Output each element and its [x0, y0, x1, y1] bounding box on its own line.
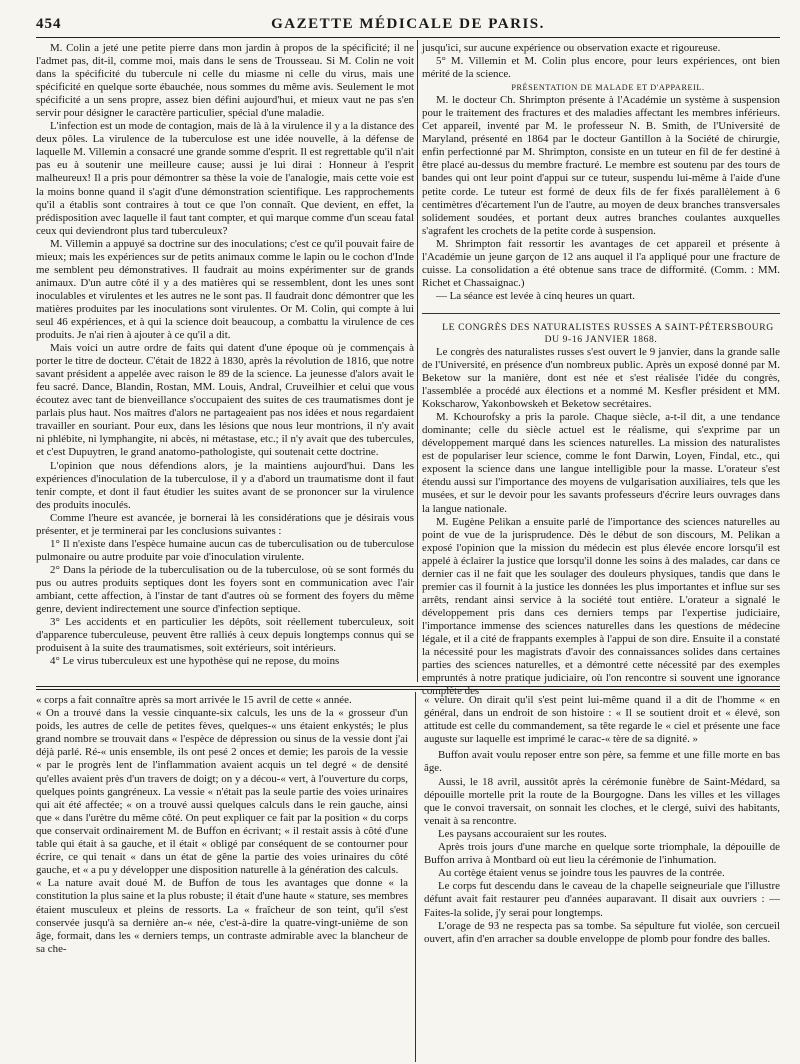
paragraph: M. Colin a jeté une petite pierre dans mon jardin à propos de la spécificité; il ne l'admet pas, dit-il, comme moi, mais dans le sens de Trousseau. Si M. Colin ne voit dans la spécificité du tubercule ni celle du miasme ni celle du virus, mais une spécificité en quelque sorte ébauchée, nous sommes du même avis. Seulement le mot spécificité a un sens propre, assez bien défini aujourd'hui, et mieux vaut ne pas s'en servir pour désigner le caractère particulier, spécial d'une maladie. [36, 42, 414, 120]
paragraph: Le corps fut descendu dans le caveau de la chapelle seigneuriale que l'illustre défunt avait fait restaurer peu d'années auparavant. Il disait aux ouvriers : — Faites-la solide, j'y serai pour longtemps. [424, 880, 780, 919]
paragraph: Le congrès des naturalistes russes s'est ouvert le 9 janvier, dans la grande salle de l'Université, en présence d'un nombreux public. Après un exposé donné par M. Beketow sur la manière, dont est née et s'est réalisée l'idée du congrès, l'assemblée a procédé aux élections et a nommé M. Kesfler président et MM. Kokscharow, Yakonbowskeh et Beketow secrétaires. [422, 345, 780, 411]
feuilleton-rule-double [36, 689, 780, 690]
paragraph: jusqu'ici, sur aucune expérience ou observation exacte et rigoureuse. [422, 42, 721, 54]
paragraph: L'infection est un mode de contagion, mais de là à la virulence il y a la distance des deux pôles. La virulence de la tuberculose est une idée nouvelle, à la défense de laquelle M. Villemin a consacré une grande somme d'esprit. Il est regrettable qu'il n'ait pas eu à soutenir une meilleure cause; aussi je lui dirai : Honneur à l'esprit malheureux! Il a pris pour démontrer sa thèse la voie de l'analogie, mais cette voie est la moins bonne quand il s'agit d'une démonstration scientifique. Les rapprochements qu'il a établis sont contraires à tout ce que l'on connaît. Que devient, en effet, la prédisposition avec laquelle il faut tant compter, et qui marque comme d'un sceau fatal ceux qui deviendront plus tard tuberculeux? [36, 120, 414, 237]
section-rule [422, 313, 780, 314]
paragraph: M. Shrimpton fait ressortir les avantages de cet appareil et présente à l'Académie un jeune garçon de 12 ans auquel il l'a appliqué pour une fracture de cuisse. La consolidation a été obtenue sans trace de difformité. (Comm. : MM. Richet et Chassaignac.) [422, 237, 780, 289]
section-subheading: PRÉSENTATION DE MALADE ET D'APPAREIL. [511, 83, 705, 93]
page-header [36, 8, 780, 38]
paragraph: Comme l'heure est avancée, je bornerai là les considérations que je désirais vous présenter, et je terminerai par les conclusions suivantes : [36, 511, 414, 537]
conclusion-2: 2° Dans la période de la tuberculisation ou de la tuberculose, où se sont formés du pus ou autres produits septiques dont les foyers sont en communication avec l'air ambiant, cette affection, à l'instar de tant d'autres où se forment des foyers du même genre, devient indirectement une source d'infection septique. [36, 563, 414, 616]
paragraph: L'opinion que nous défendions alors, je la maintiens aujourd'hui. Dans les expériences d'inoculation de la tuberculose, il y a d'abord un traumatisme dont il faut tenir compte, et dont il faut étudier les suites avant de se prononcer sur la virulence des produits inoculés. [36, 459, 414, 511]
paragraph: Mais voici un autre ordre de faits qui datent d'une époque où je commençais à porter le titre de docteur. C'était de 1822 à 1830, après la révolution de 1816, que notre savant président a appelée avec raison le 89 de la science. La jeunesse d'alors avait le feu sacré. Dance, Blandin, Rostan, MM. Louis, Andral, Cruveilhier et celui que vous écoutez avec tant de bienveillance s'occupaient des suites de ces traumatismes dont je parlais plus haut. Nos maîtres d'alors ne partageaient pas nos idées et nous regardaient travailler en souriant. Pour eux, dans les lésions que nous leur montrions, il n'y avait ni phlébite, ni lymphangite, ni abcès, ni métastase, etc.; il n'y avait que des tubercules, et c'est Dupuytren, le grand anatomo-pathologiste, qui soutenait cette doctrine. [36, 342, 414, 459]
conclusion-3: 3° Les accidents et en particulier les dépôts, soit réellement tuberculeux, soit d'apparence tuberculeuse, peuvent être ralliés à ceux depuis longtemps connus qui se produisent à la suite des traumatismes, soit extérieurs, soit intérieurs. [36, 616, 414, 655]
paragraph: M. Villemin a appuyé sa doctrine sur des inoculations; c'est ce qu'il pouvait faire de mieux; mais les expériences sur de petits animaux comme le lapin ou le cochon d'Inde me semblent peu démonstratives. Il faudrait au moins expérimenter sur de grands animaux. D'un autre côté il y a des matières qui se ressemblent, dont les unes sont inoculables et virulentes et les autres ne le sont pas. Il faudrait donc démontrer que les matières produites par les inoculations sont virulentes. Or M. Colin, qui compte à lui seul 46 expériences, et à qui la science doit beaucoup, a combattu la virulence de ces produits. Je n'ai rien à ajouter à ce qu'il a dit. [36, 237, 414, 342]
paragraph: Aussi, le 18 avril, aussitôt après la cérémonie funèbre de Saint-Médard, sa dépouille mortelle prit la route de la Bourgogne. Dans les villes et les villages que le convoi traversait, on sonnait les cloches, et le clergé, suivi des habitants, venait à sa rencontre. [424, 775, 780, 827]
section-heading-line-1: LE CONGRÈS DES NATURALISTES RUSSES A SAINT-PÉTERSBOURG [442, 321, 774, 333]
quote-paragraph: « corps a fait connaître après sa mort arrivée le 15 avril de cette « année. [36, 694, 352, 706]
paragraph: Au cortège étaient venus se joindre tous les pauvres de la contrée. [438, 867, 725, 880]
session-closing: — La séance est levée à cinq heures un quart. [436, 289, 635, 302]
quote-paragraph: « La nature avait doué M. de Buffon de tous les avantages que donne « la constitution la plus saine et la plus robuste; il était d'une haute « stature, ses membres étaient musculeux et pleins de ressorts. La « fraîcheur de son teint, qu'il s'est conservée jusqu'à sa dernière an-« née, c'est-à-dire la quatre-vingt-unième de son âge, formait, dans les « derniers temps, un contraste admirable avec la blancheur de sa che- [36, 877, 408, 955]
quote-paragraph: « velure. On dirait qu'il s'est peint lui-même quand il a dit de l'homme « en général, dans un endroit de son histoire : « Il se soutient droit et « élevé, son attitude est celle du commandement, sa tête regarde le « ciel et présente une face auguste sur laquelle est imprimé le carac-« tère de sa dignité. » [424, 694, 780, 746]
conclusion-4: 4° Le virus tuberculeux est une hypothèse qui ne repose, du moins [50, 655, 340, 668]
column-right-top [422, 42, 780, 698]
column-divider-bottom [415, 692, 416, 1062]
paragraph: L'orage de 93 ne respecta pas sa tombe. Sa sépulture fut violée, son cercueil ouvert, afin d'en arracher sa double enveloppe de plomb pour fondre des balles. [424, 919, 780, 945]
paragraph: M. Kchourofsky a pris la parole. Chaque siècle, a-t-il dit, a une tendance dominante; celle du siècle actuel est le réalisme, qui s'exprime par un développement marqué dans les sciences naturelles. La mission des naturalistes est de populariser leur science, comme le font Darwin, Loyen, Findal, etc., qui exposent la science dans une langue intelligible pour la masse. L'orateur s'est étendu aussi sur l'importance des moyens de vulgarisation auxiliaires, tels que les musées, et sur le devoir pour les savants professeurs d'écrire leurs ouvrages dans la langue nationale. [422, 411, 780, 515]
column-right-bottom [424, 694, 780, 1060]
conclusion-1: 1° Il n'existe dans l'espèce humaine aucun cas de tuberculisation ou de tuberculose pulmonaire ou autre produite par voie d'inoculation virulente. [36, 537, 414, 563]
column-left-top [36, 42, 414, 682]
section-heading [422, 322, 780, 346]
paragraph: Buffon avait voulu reposer entre son père, sa femme et une fille morte en bas âge. [424, 749, 780, 775]
paragraph: Les paysans accouraient sur les routes. [438, 827, 607, 840]
feuilleton-rule [36, 686, 780, 687]
column-left-bottom [36, 694, 408, 1060]
paragraph: M. le docteur Ch. Shrimpton présente à l'Académie un système à suspension pour le traitement des fractures et des maladies affectant les membres inférieurs. Cet appareil, inventé par M. le professeur N. B. Smith, de l'Université de Maryland, présenté en 1864 par le docteur Gantillon à la Société de chirurgie, enfin perfectionné par M. Shrimpton, consiste en un tuteur en fil de fer destiné à être placé au-dessus du membre fracturé. Le membre est soutenu par des tours de bandes qui ont leur point d'appui sur ce tuteur, suspendu lui-même à l'aide d'une petite corde. Le tuteur est formé de deux fils de fer fixés parallèlement à 6 centimètres d'écartement l'un de l'autre, au moyen de deux branches transversales solidement soudées, et portant deux autres branches coulantes auxquelles s'agrafent les crochets de la petite corde à suspension. [422, 94, 780, 237]
journal-title: GAZETTE MÉDICALE DE PARIS. [271, 16, 545, 32]
paragraph: Après trois jours d'une marche en quelque sorte triomphale, la dépouille de Buffon arriva à Montbard où eut lieu la cérémonie de l'inhumation. [424, 841, 780, 867]
quote-paragraph: « On a trouvé dans la vessie cinquante-six calculs, les uns de la « grosseur d'un poids, les autres de celle de petites fèves, quelques-« uns étaient enkystés; le plus grand nombre se trouvait dans « l'espèce de dépression ou sinus de la vessie dont j'ai déjà parlé. Ré-« unis ensemble, ils ont pesé 2 onces et demie; les parois de la vessie « par le progrès lent de l'inflammation avaient acquis un tel degré « de densité qu'elles avaient près d'un travers de doigt; on y a décou-« vert, à l'ouverture du corps, quelques points gangréneux. La vessie « n'était pas la seule partie des voies urinaires qui ait été affectée; « on a trouvé aussi quelques calculs dans le rein gauche, ainsi que « dans l'urètre du même côté. On peut expliquer ce fait par la position « du corps que conservait ordinairement M. de Buffon en écrivant; « il restait assis à côté d'une table qui était à sa gauche, et il était « obligé par conséquent de se contourner pour écrire, ce qui tenait « dans un état de gêne la partie des voies urinaires du côté gauche, et « a pu y développer une disposition naturelle à la génération des calculs. [36, 707, 408, 877]
column-divider-top [417, 40, 418, 682]
paragraph: M. Eugène Pelikan a ensuite parlé de l'importance des sciences naturelles au point de vue de la jurisprudence. Dès le début de son discours, M. Pelikan a exposé l'opinion que la mission du médecin est plus élevée encore lorsqu'il est appelé à éclairer la justice que lorsqu'il donne les soins à des malades, car dans ce dernier cas il ne fait que les soulager des douleurs physiques, tandis que dans le premier cas il fournit à la justice les données les plus importantes et influe sur ses arrêts, rendant ainsi service à la société tout entière. L'orateur a signalé le développement pris dans ces derniers temps par l'expertise judiciaire, l'importance immense des sciences naturelles dans les questions de médecine légale, et il a cité de frappants exemples à l'appui de son dire. Ensuite il a constaté la nécessité pour les magistrats d'avoir des connaissances solides dans certaines parties des sciences naturelles, et a démontré cette nécessité par des exemples empruntés à notre pratique judiciaire, où l'on rencontre si souvent une ignorance complète des [422, 515, 780, 698]
header-rule [36, 37, 780, 38]
conclusion-5: 5° M. Villemin et M. Colin plus encore, pour leurs expériences, ont bien mérité de la science. [422, 55, 780, 81]
page-number: 454 [36, 16, 62, 32]
section-heading-line-2: DU 9-16 JANVIER 1868. [544, 333, 658, 345]
